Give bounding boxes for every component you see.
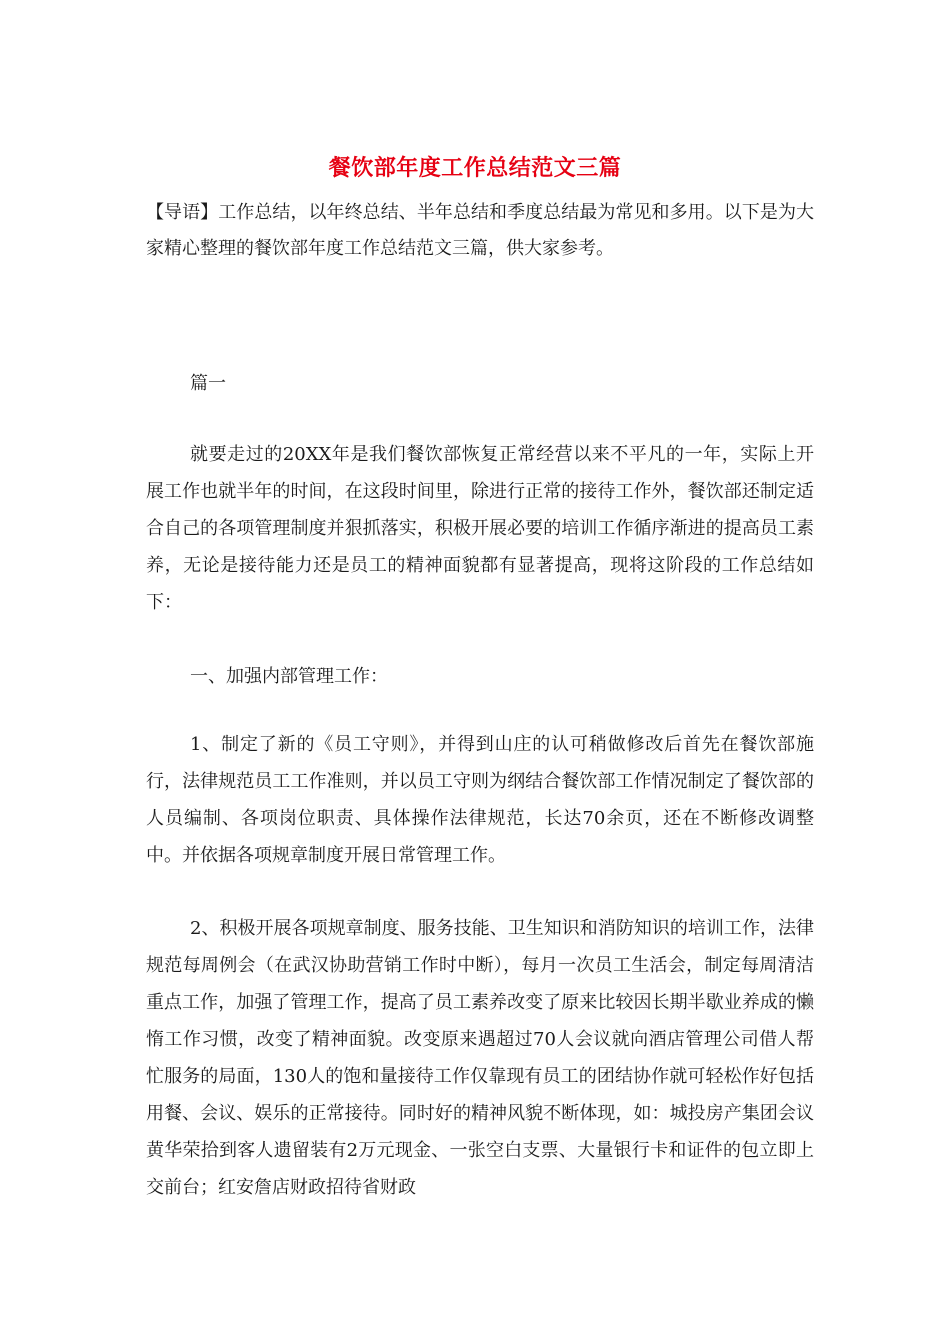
section-heading-1: 一、加强内部管理工作： bbox=[190, 666, 388, 687]
section-label: 篇一 bbox=[190, 373, 226, 394]
body-paragraph-1: 就要走过的20XX年是我们餐饮部恢复正常经营以来不平凡的一年，实际上开展工作也就半年的时间，在这段时间里，除进行正常的接待工作外，餐饮部还制定适合自己的各项管理制度并狠抓落实，积极开展必要的培训工作循序渐进的提高员工素养，无论是接待能力还是员工的精神面貌都有显著提高，现将这阶段的工作总结如下： bbox=[146, 444, 814, 613]
document-title: 餐饮部年度工作总结范文三篇 bbox=[328, 155, 622, 181]
intro-paragraph: 【导语】工作总结，以年终总结、半年总结和季度总结最为常见和多用。以下是为大家精心整理的餐饮部年度工作总结范文三篇，供大家参考。 bbox=[146, 202, 814, 259]
body-paragraph-3: 2、积极开展各项规章制度、服务技能、卫生知识和消防知识的培训工作，法律规范每周例会（在武汉协助营销工作时中断），每月一次员工生活会，制定每周清洁重点工作，加强了管理工作，提高了员工素养改变了原来比较因长期半歇业养成的懒惰工作习惯，改变了精神面貌。改变原来遇超过70人会议就向酒店管理公司借人帮忙服务的局面，130人的饱和量接待工作仅靠现有员工的团结协作就可轻松作好包括用餐、会议、娱乐的正常接待。同时好的精神风貌不断体现，如：城投房产集团会议黄华荣拾到客人遗留装有2万元现金、一张空白支票、大量银行卡和证件的包立即上交前台；红安詹店财政招待省财政 bbox=[146, 918, 814, 1198]
body-paragraph-2: 1、制定了新的《员工守则》，并得到山庄的认可稍做修改后首先在餐饮部施行，法律规范员工工作准则，并以员工守则为纲结合餐饮部工作情况制定了餐饮部的人员编制、各项岗位职责、具体操作法律规范，长达70余页，还在不断修改调整中。并依据各项规章制度开展日常管理工作。 bbox=[146, 734, 814, 866]
